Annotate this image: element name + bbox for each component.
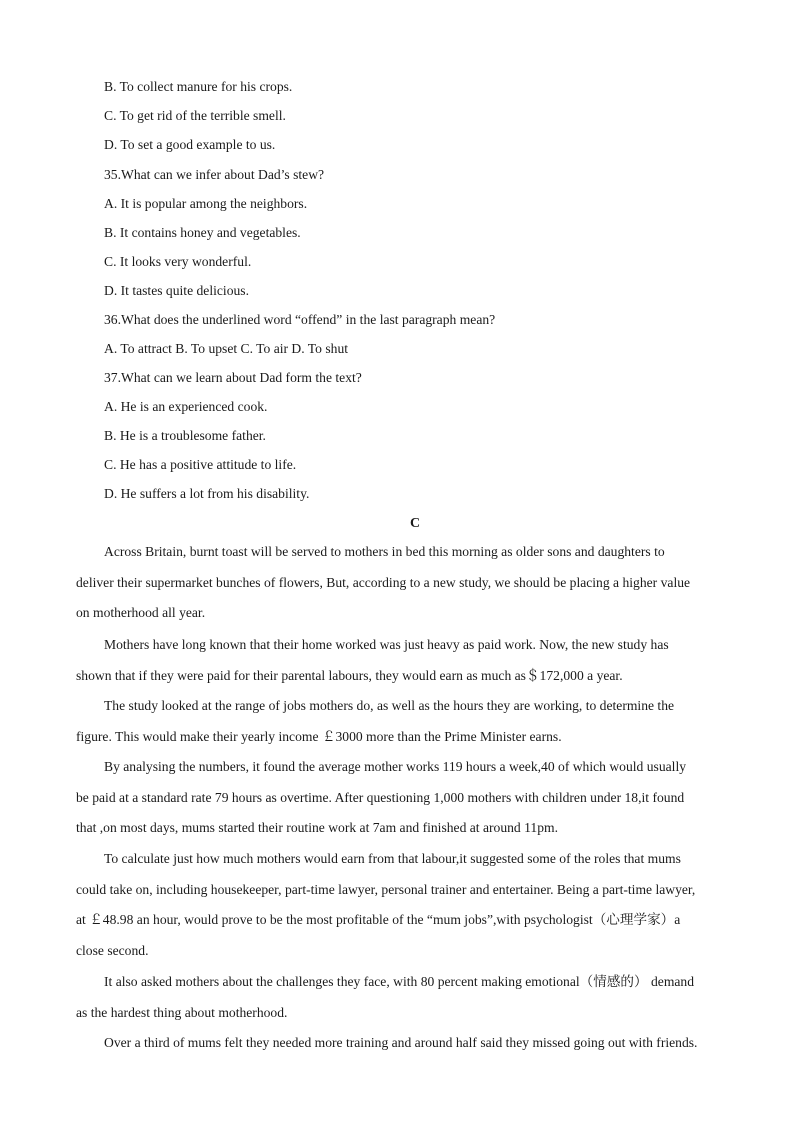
q37-option-c: C. He has a positive attitude to life.: [104, 457, 297, 472]
passage-line: on motherhood all year.: [76, 605, 206, 620]
passage-line: shown that if they were paid for their parental labours, they would earn as much as＄172,000 a year.: [76, 667, 623, 683]
q37-option-b: B. He is a troublesome father.: [104, 428, 266, 443]
q35-option-b: B. It contains honey and vegetables.: [104, 225, 301, 240]
passage-line: Mothers have long known that their home worked was just heavy as paid work. Now, the new study has: [104, 637, 669, 652]
passage-line: Over a third of mums felt they needed more training and around half said they missed going out with friends.: [104, 1035, 698, 1050]
q34-option-b: B. To collect manure for his crops.: [104, 79, 293, 94]
passage-line: It also asked mothers about the challenges they face, with 80 percent making emotional（情感的） demand: [104, 974, 695, 989]
passage-line: By analysing the numbers, it found the average mother works 119 hours a week,40 of which would usually: [104, 759, 687, 774]
q36-question: 36.What does the underlined word “offend” in the last paragraph mean?: [104, 312, 496, 327]
q37-option-a: A. He is an experienced cook.: [104, 399, 268, 414]
passage-line: at ￡48.98 an hour, would prove to be the most profitable of the “mum jobs”,with psychologist（心理学家）a: [76, 912, 681, 927]
q37-question: 37.What can we learn about Dad form the text?: [104, 370, 362, 385]
passage-line: close second.: [76, 942, 149, 958]
q34-option-d: D. To set a good example to us.: [104, 137, 276, 152]
passage-line: Across Britain, burnt toast will be served to mothers in bed this morning as older sons and daughters to: [104, 544, 665, 559]
passage-paragraph-4: [76, 752, 726, 844]
passage-paragraph-5: [76, 844, 726, 966]
passage-paragraph-6: [76, 967, 726, 1028]
passage-line: as the hardest thing about motherhood.: [76, 1004, 288, 1020]
passage-paragraph-7: [76, 1028, 726, 1059]
q36-options: A. To attract B. To upset C. To air D. To shut: [104, 341, 349, 356]
passage-line: that ,on most days, mums started their routine work at 7am and finished at around 11pm.: [76, 820, 558, 835]
q34-option-c: C. To get rid of the terrible smell.: [104, 108, 286, 123]
passage-paragraph-3: [76, 691, 726, 752]
q37-option-d: D. He suffers a lot from his disability.: [104, 486, 310, 501]
passage-line: could take on, including housekeeper, part-time lawyer, personal trainer and entertainer. Being a part-time lawyer,: [76, 881, 696, 897]
q35-option-d: D. It tastes quite delicious.: [104, 283, 249, 298]
passage-paragraph-2: [76, 630, 726, 691]
q35-option-a: A. It is popular among the neighbors.: [104, 196, 308, 211]
passage-line: be paid at a standard rate 79 hours as overtime. After questioning 1,000 mothers with children under 18,it found: [76, 789, 685, 805]
q35-question: 35.What can we infer about Dad’s stew?: [104, 167, 325, 182]
passage-paragraph-1: [76, 537, 726, 629]
passage-line: figure. This would make their yearly income ￡3000 more than the Prime Minister earns.: [76, 728, 562, 744]
q35-option-c: C. It looks very wonderful.: [104, 254, 252, 269]
passage-line: To calculate just how much mothers would earn from that labour,it suggested some of the roles that mums: [104, 851, 681, 866]
passage-line: deliver their supermarket bunches of flowers, But, according to a new study, we should be placing a higher value: [76, 574, 691, 590]
passage-line: The study looked at the range of jobs mothers do, as well as the hours they are working, to determine the: [104, 698, 675, 713]
section-heading: C: [409, 516, 421, 531]
